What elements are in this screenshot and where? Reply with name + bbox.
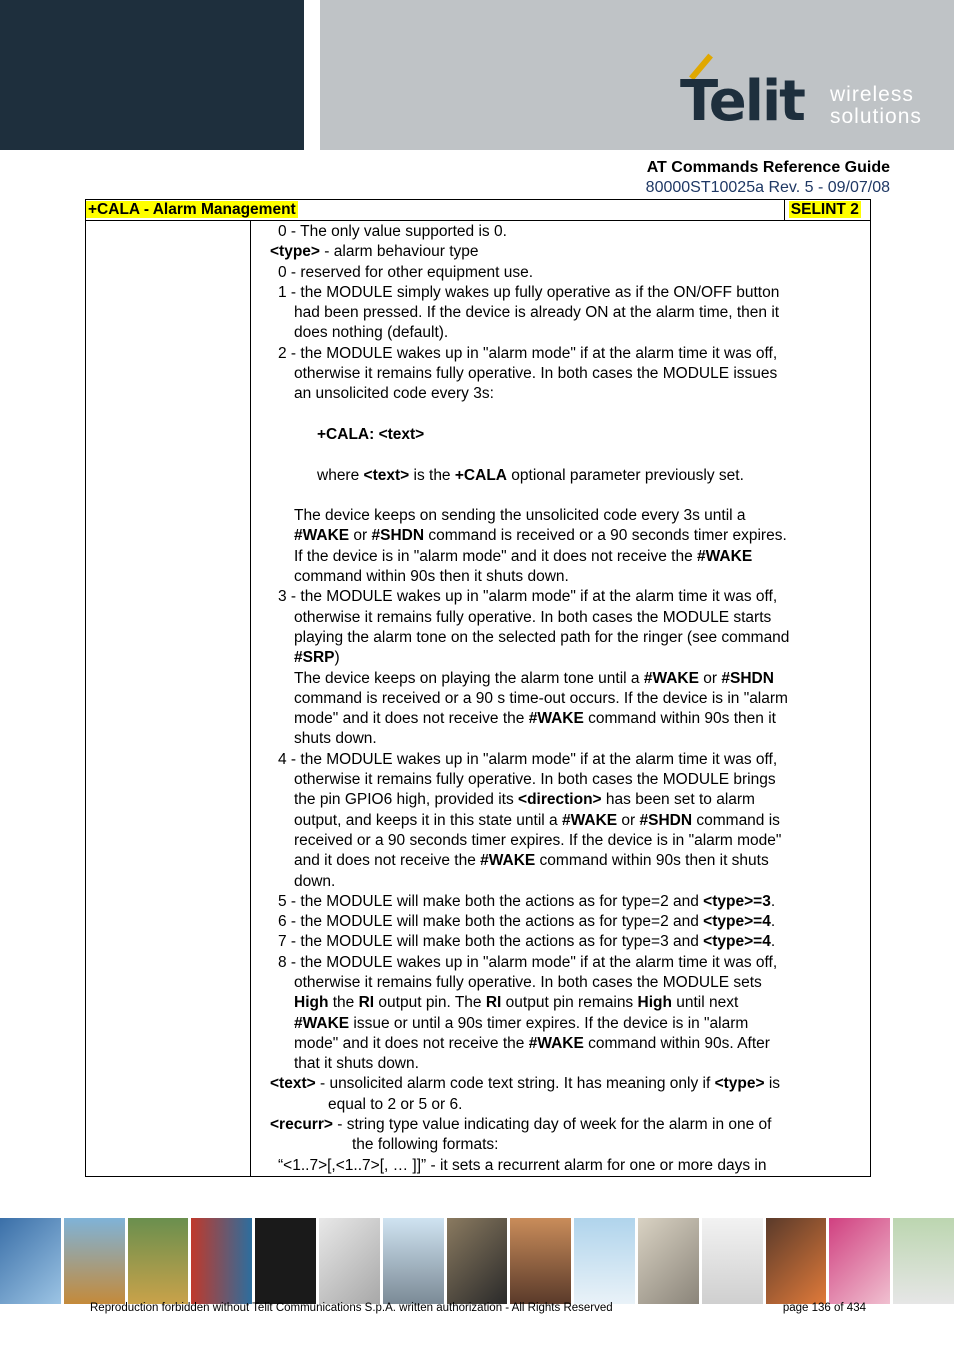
- text-line: 4 - the MODULE wakes up in "alarm mode" if at the alarm time it was off,: [278, 750, 778, 768]
- photo-tile: [702, 1218, 763, 1304]
- text-line: where <text> is the +CALA optional parameter previously set.: [317, 466, 744, 484]
- photo-tile: [383, 1218, 444, 1304]
- photo-tile: [64, 1218, 125, 1304]
- text-line: equal to 2 or 5 or 6.: [328, 1095, 463, 1113]
- left-column-cell: [86, 221, 251, 1177]
- photo-tile: [574, 1218, 635, 1304]
- text-line: shuts down.: [294, 730, 377, 748]
- text-line: The device keeps on sending the unsolicited code every 3s until a: [294, 507, 746, 525]
- telit-logo: [676, 48, 926, 132]
- photo-tile: [255, 1218, 316, 1304]
- text-line: had been pressed. If the device is already ON at the alarm time, then it: [294, 304, 780, 322]
- text-line: does nothing (default).: [294, 324, 449, 342]
- text-line: otherwise it remains fully operative. In both cases the MODULE starts: [294, 608, 772, 626]
- command-title: +CALA - Alarm Management: [88, 201, 296, 218]
- text-line: The device keeps on playing the alarm tone until a #WAKE or #SHDN: [294, 669, 774, 687]
- text-line: playing the alarm tone on the selected path for the ringer (see command: [294, 628, 790, 646]
- text-line: output, and keeps it in this state until a #WAKE or #SHDN command is: [294, 811, 780, 829]
- text-line: 8 - the MODULE wakes up in "alarm mode" if at the alarm time it was off,: [278, 953, 778, 971]
- page-number: page 136 of 434: [782, 1302, 866, 1314]
- footer-photo-strip: [0, 1218, 954, 1304]
- doc-revision: 80000ST10025a Rev. 5 - 09/07/08: [645, 179, 890, 196]
- logo-wordmark: Telit: [680, 69, 804, 134]
- text-line: mode" and it does not receive the #WAKE command within 90s then it: [294, 710, 776, 728]
- text-line: #WAKE issue or until a 90s timer expires. If the device is in "alarm: [294, 1014, 749, 1032]
- text-line: High the RI output pin. The RI output pin remains High until next: [294, 994, 739, 1012]
- command-table: [85, 199, 871, 1177]
- text-line: 3 - the MODULE wakes up in "alarm mode" if at the alarm time it was off,: [278, 588, 778, 606]
- photo-tile: [829, 1218, 890, 1304]
- copyright-notice: Reproduction forbidden without Telit Communications S.p.A. written authorization - All Rights Reserved: [90, 1302, 613, 1314]
- blank-line: [270, 405, 860, 425]
- page-footer: [90, 1302, 866, 1314]
- text-line: an unsolicited code every 3s:: [294, 385, 494, 403]
- text-line: command within 90s then it shuts down.: [294, 568, 569, 586]
- selint-cell: [784, 200, 870, 221]
- text-line: that it shuts down.: [294, 1055, 419, 1073]
- photo-tile: [893, 1218, 954, 1304]
- photo-tile: [319, 1218, 380, 1304]
- text-line: the pin GPIO6 high, provided its <direction> has been set to alarm: [294, 791, 755, 809]
- doc-title: AT Commands Reference Guide: [646, 159, 890, 176]
- blank-line: [270, 445, 860, 465]
- text-line: If the device is in "alarm mode" and it does not receive the #WAKE: [294, 547, 753, 565]
- table-body-row: [86, 221, 871, 1177]
- text-line: #WAKE or #SHDN command is received or a 90 seconds timer expires.: [294, 527, 787, 545]
- photo-tile: [766, 1218, 827, 1304]
- text-line: 0 - reserved for other equipment use.: [278, 263, 534, 281]
- photo-tile: [510, 1218, 571, 1304]
- command-title-cell: [86, 200, 785, 221]
- text-line: command is received or a 90 s time-out occurs. If the device is in "alarm: [294, 689, 788, 707]
- photo-tile: [447, 1218, 508, 1304]
- text-line: 1 - the MODULE simply wakes up fully operative as if the ON/OFF button: [278, 283, 780, 301]
- text-line: “<1..7>[,<1..7>[, … ]]” - it sets a recurrent alarm for one or more days in: [278, 1156, 767, 1174]
- description-cell: [251, 221, 871, 1177]
- logo-tagline: [830, 84, 922, 128]
- blank-line: [270, 486, 860, 506]
- text-line: otherwise it remains fully operative. In both cases the MODULE brings: [294, 771, 776, 789]
- text-line: <type> - alarm behaviour type: [270, 243, 479, 261]
- photo-tile: [0, 1218, 61, 1304]
- selint-badge: SELINT 2: [790, 201, 859, 218]
- text-line: #SRP): [294, 649, 340, 667]
- text-line: 5 - the MODULE will make both the actions as for type=2 and <type>=3.: [278, 892, 776, 910]
- text-line: and it does not receive the #WAKE command within 90s then it shuts: [294, 852, 769, 870]
- text-line: 2 - the MODULE wakes up in "alarm mode" if at the alarm time it was off,: [278, 344, 778, 362]
- text-line: 7 - the MODULE will make both the actions as for type=3 and <type>=4.: [278, 933, 776, 951]
- text-line: mode" and it does not receive the #WAKE command within 90s. After: [294, 1034, 770, 1052]
- text-line: down.: [294, 872, 336, 890]
- logo-tagline-2: solutions: [830, 105, 922, 128]
- text-line: <recurr> - string type value indicating day of week for the alarm in one of: [270, 1116, 772, 1134]
- text-line: otherwise it remains fully operative. In both cases the MODULE issues: [294, 365, 778, 383]
- header-dark-panel: [0, 0, 304, 150]
- text-line: <text> - unsolicited alarm code text string. It has meaning only if <type> is: [270, 1075, 781, 1093]
- text-line: 6 - the MODULE will make both the actions as for type=2 and <type>=4.: [278, 913, 776, 931]
- photo-tile: [638, 1218, 699, 1304]
- table-header-row: [86, 200, 871, 221]
- logo-tagline-1: wireless: [830, 83, 914, 106]
- text-line: received or a 90 seconds timer expires. If the device is in "alarm mode": [294, 831, 782, 849]
- photo-tile: [128, 1218, 189, 1304]
- text-line: the following formats:: [352, 1136, 499, 1154]
- text-line: +CALA: <text>: [317, 425, 425, 443]
- text-line: 0 - The only value supported is 0.: [278, 223, 507, 240]
- photo-tile: [191, 1218, 252, 1304]
- text-line: otherwise it remains fully operative. In both cases the MODULE sets: [294, 973, 762, 991]
